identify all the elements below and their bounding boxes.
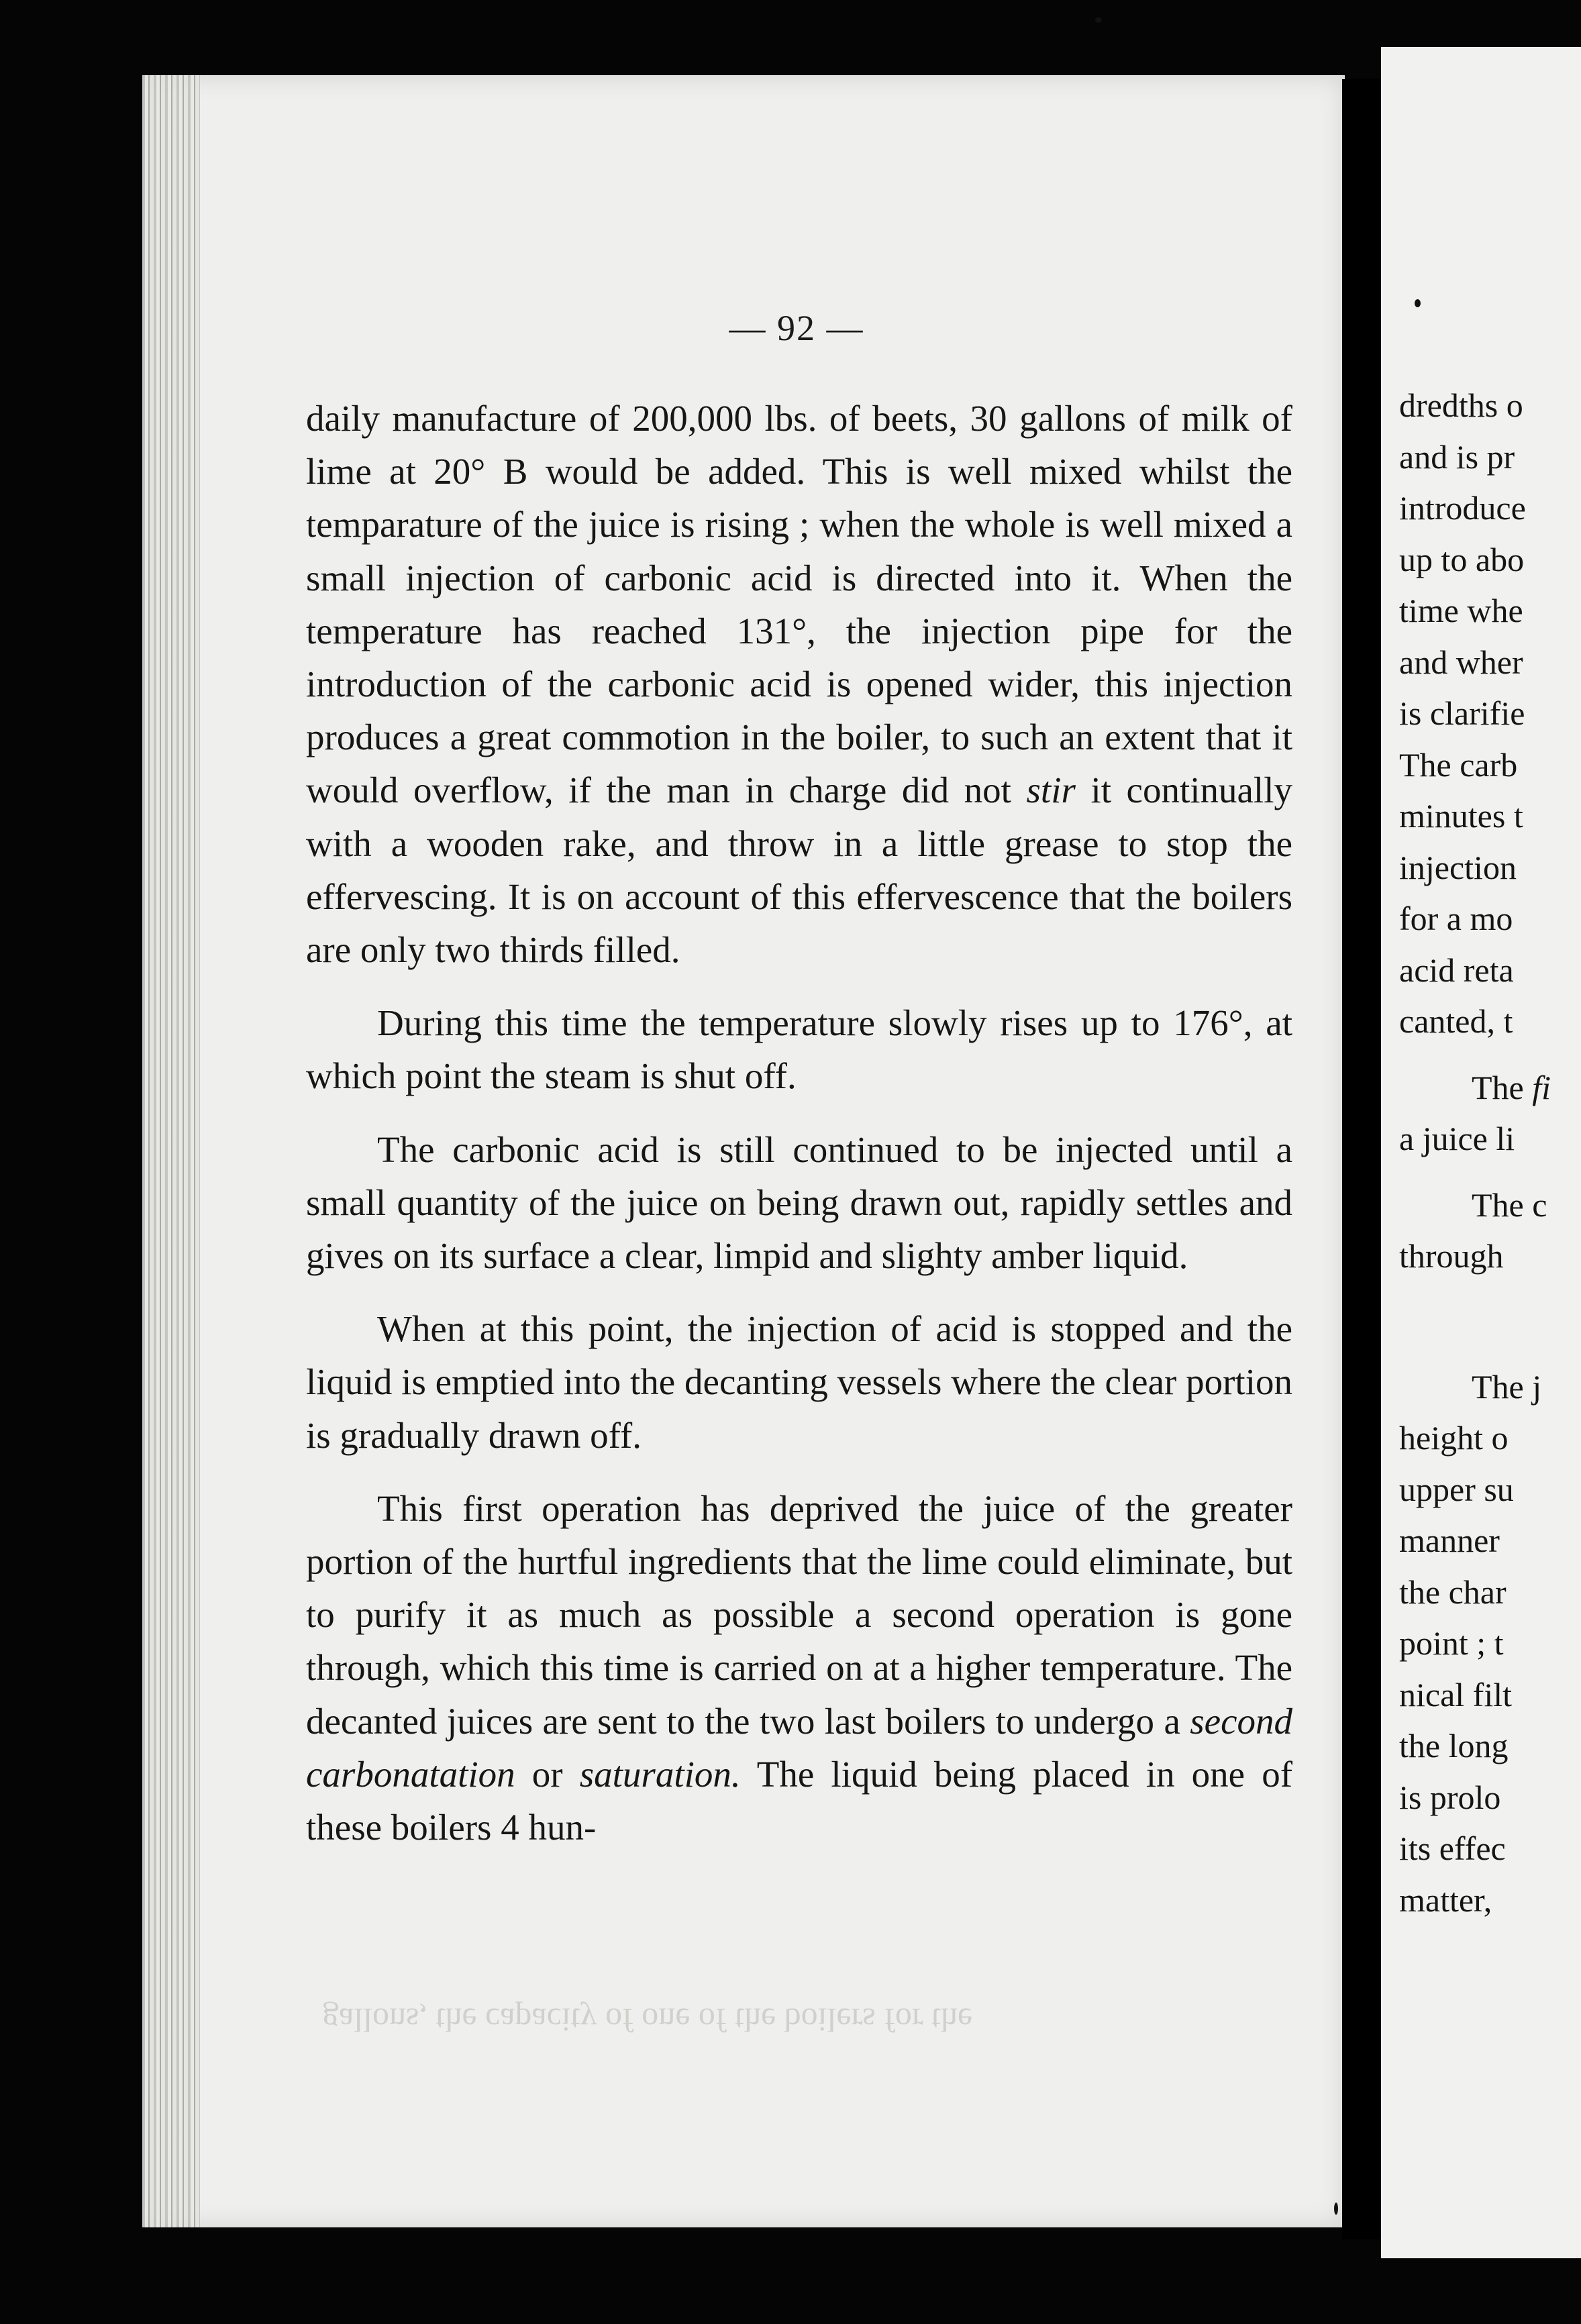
book-gutter <box>1342 79 1381 2239</box>
right-line <box>1399 1062 1581 1114</box>
right-line: through <box>1399 1237 1504 1275</box>
right-line: The carb <box>1399 745 1518 784</box>
paragraph-1 <box>306 392 1292 976</box>
right-line: The c <box>1472 1185 1547 1224</box>
paragraph-5-or: or <box>531 1753 563 1795</box>
ink-speck <box>1334 2203 1338 2215</box>
right-line-italic: fi <box>1532 1068 1551 1106</box>
right-line: a juice li <box>1399 1120 1515 1157</box>
right-line: upper su <box>1399 1470 1514 1508</box>
right-line: time whe <box>1399 592 1523 629</box>
right-line-prefix: The <box>1472 1068 1524 1106</box>
right-line: injection <box>1399 848 1517 886</box>
paragraph-5-italic-2: saturation. <box>579 1753 741 1795</box>
right-page-text <box>1399 380 1581 1925</box>
paragraph-5-italic-1: second carbonatation <box>306 1700 1292 1795</box>
right-line: minutes t <box>1399 797 1523 835</box>
right-line: manner <box>1399 1522 1500 1559</box>
paragraph-5-rest: The liquid being placed in one of these boilers 4 hun- <box>306 1753 1293 1848</box>
bleed-through-text: gallons, the capacity of one of the boilers for the <box>322 2001 973 2039</box>
right-line: the char <box>1399 1573 1507 1611</box>
right-line: the long <box>1399 1727 1509 1764</box>
right-line: point ; t <box>1399 1624 1504 1662</box>
right-line: for a mo <box>1399 900 1513 937</box>
paragraph-1-rest: it continually with a wooden rake, and throw in a little grease to stop the effervescing. It is on account of this effervescence that the boilers are only two thirds filled. <box>306 770 1292 971</box>
right-line: and is pr <box>1399 437 1515 476</box>
right-line: height o <box>1399 1419 1509 1457</box>
right-line: up to abo <box>1399 540 1525 578</box>
right-line: and wher <box>1399 643 1523 681</box>
right-line: its effec <box>1399 1830 1506 1867</box>
paragraph-4: When at this point, the injection of acid is stopped and the liquid is emptied into the decanting vessels where the clear portion is gradually drawn off. <box>306 1308 1292 1456</box>
paragraph-5 <box>306 1482 1292 1854</box>
paragraph-1-text: daily manufacture of 200,000 lbs. of beets, 30 gallons of milk of lime at 20° B would be added. This is well mixed whilst the temparature of the juice is rising ; when the whole is well mixed a small injection of carbonic acid is directed into it. When the temperature has reached 131°, the injection pipe for the introduction of the carbonic acid is opened wider, this injection produces a great commotion in the boiler, to such an extent that it would overflow, if the man in charge did not <box>306 398 1292 811</box>
right-line: The j <box>1472 1367 1542 1406</box>
right-line: acid reta <box>1399 951 1514 989</box>
paragraph-5-text: This first operation has deprived the juice of the greater portion of the hurtful ingredients that the lime could eliminate, but to purify it as much as possible a second operation is gone through, which this time is carried on at a higher temperature. The decanted juices are sent to the two last boilers to undergo a <box>306 1487 1292 1742</box>
page-body-text <box>306 392 1292 1854</box>
ink-speck <box>1415 299 1421 307</box>
right-line: nical filt <box>1399 1675 1512 1713</box>
right-line: is clarifie <box>1399 694 1525 732</box>
paragraph-1-italic: stir <box>1026 770 1076 811</box>
right-line: is prolo <box>1399 1778 1501 1816</box>
right-line: dredths o <box>1399 386 1523 424</box>
ink-speck <box>1095 17 1102 23</box>
page-edge-strip <box>142 75 200 2227</box>
page-number: — 92 — <box>729 308 864 348</box>
right-line: matter, <box>1399 1881 1492 1919</box>
paragraph-2: During this time the temperature slowly rises up to 176°, at which point the steam is shut off. <box>306 1002 1292 1097</box>
right-line: canted, t <box>1399 1002 1513 1040</box>
right-line: introduce <box>1399 489 1526 527</box>
paragraph-3: The carbonic acid is still continued to be injected until a small quantity of the juice on being drawn out, rapidly settles and gives on its surface a clear, limpid and slighty amber liquid. <box>306 1128 1292 1277</box>
